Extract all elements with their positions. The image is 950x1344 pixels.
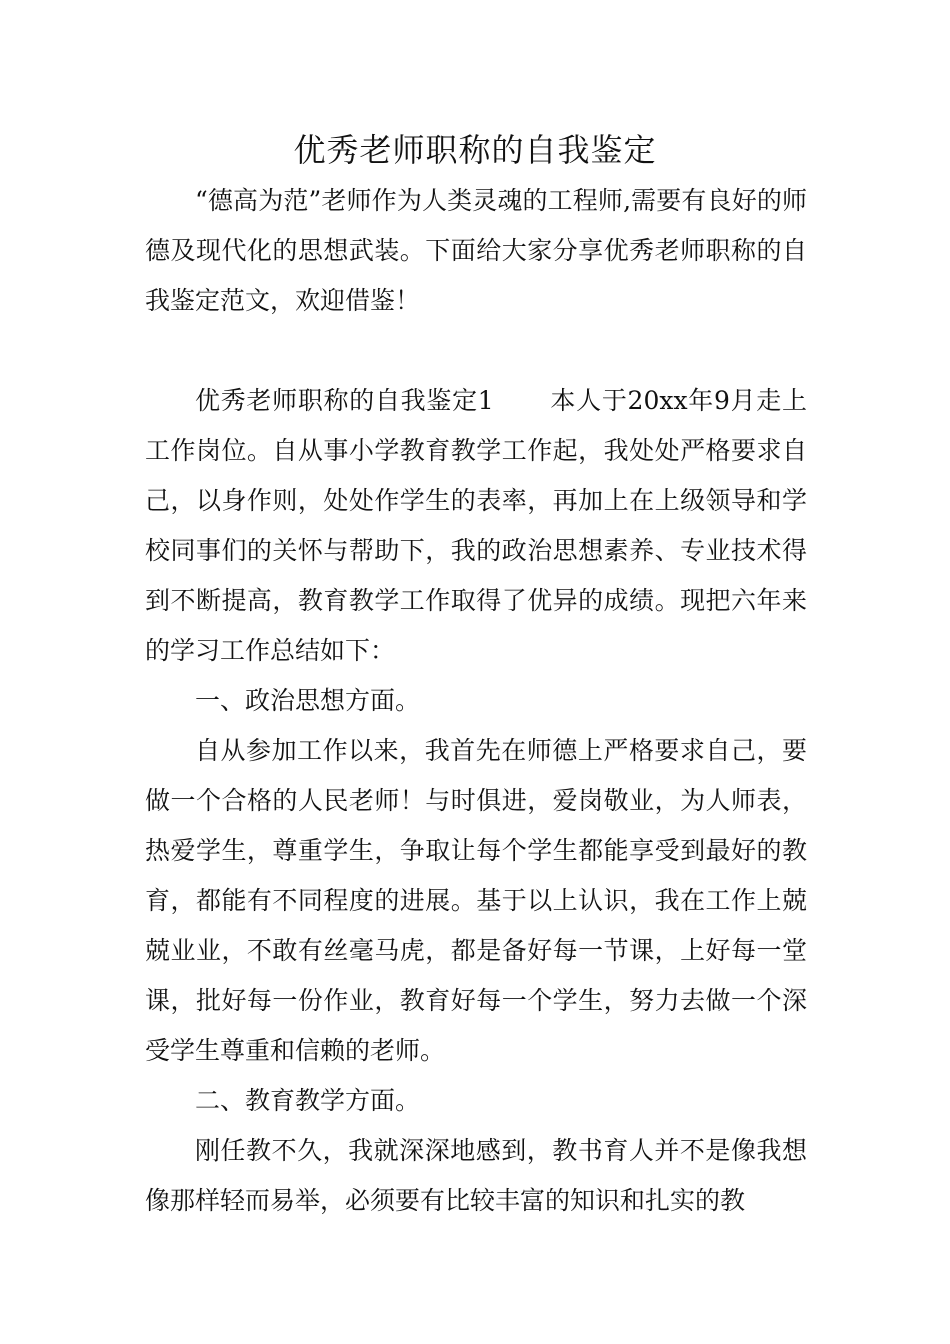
intro-block: [145, 176, 807, 326]
intro-paragraph: “德高为范”老师作为人类灵魂的工程师,需要有良好的师德及现代化的思想武装。下面给大家分享优秀老师职称的自我鉴定范文，欢迎借鉴！: [145, 186, 807, 315]
part1-body: 自从参加工作以来，我首先在师德上严格要求自己，要做一个合格的人民老师！与时俱进，爱岗敬业，为人师表，热爱学生，尊重学生，争取让每个学生都能享受到最好的教育，都能有不同程度的进展。基于以上认识，我在工作上兢兢业业，不敢有丝毫马虎，都是备好每一节课，上好每一堂课，批好每一份作业，教育好每一个学生，努力去做一个深受学生尊重和信赖的老师。: [145, 736, 807, 1065]
part2-body: 刚任教不久，我就深深地感到，教书育人并不是像我想像那样轻而易举，必须要有比较丰富的知识和扎实的教: [145, 1136, 807, 1215]
section1-paragraph: [145, 376, 807, 676]
section1-intro: 本人于20xx年9月走上工作岗位。自从事小学教育教学工作起，我处处严格要求自己，以身作则，处处作学生的表率，再加上在上级领导和学校同事们的关怀与帮助下，我的政治思想素养、专业技术得到不断提高，教育教学工作取得了优异的成绩。现把六年来的学习工作总结如下：: [145, 386, 807, 665]
document-title: 优秀老师职称的自我鉴定: [293, 131, 657, 169]
main-block: [145, 376, 807, 1226]
part2-heading: 二、教育教学方面。: [195, 1086, 421, 1115]
section1-heading: 优秀老师职称的自我鉴定1: [195, 386, 494, 415]
part1-heading: 一、政治思想方面。: [195, 686, 421, 715]
